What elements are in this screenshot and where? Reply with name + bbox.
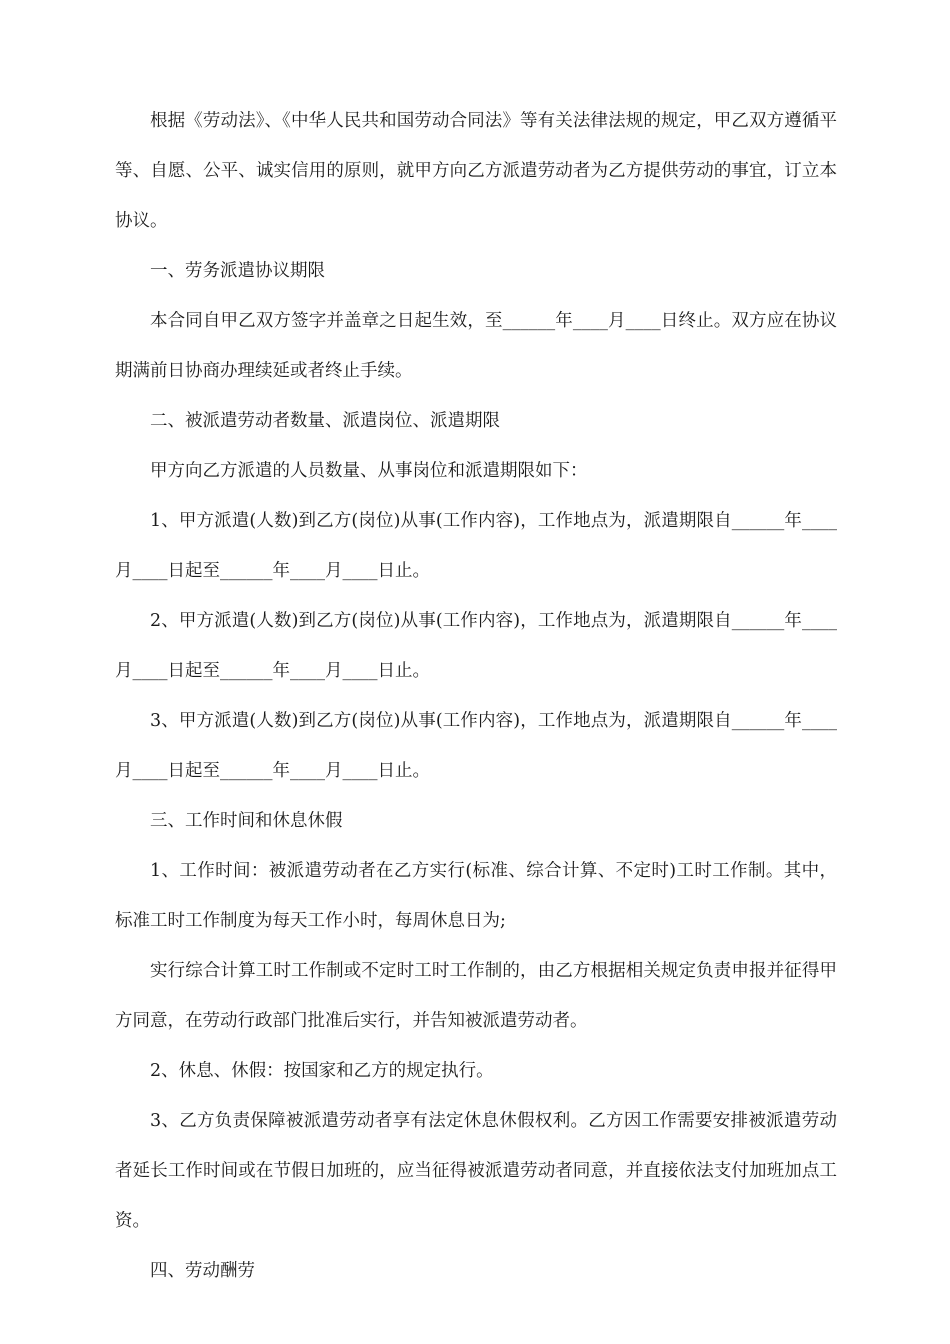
dispatch-intro-paragraph [115, 446, 837, 496]
term-paragraph [115, 296, 837, 396]
heading-text: 三、工作时间和休息休假 [150, 811, 343, 831]
paragraph-text: 3、甲方派遣(人数)到乙方(岗位)从事(工作内容)，工作地点为，派遣期限自______年____月____日起至______年____月____日止。 [115, 711, 837, 781]
paragraph-text: 1、工作时间：被派遣劳动者在乙方实行(标准、综合计算、不定时)工时工作制。其中，标准工时工作制度为每天工作小时，每周休息日为; [115, 861, 837, 931]
paragraph-text: 3、乙方负责保障被派遣劳动者享有法定休息休假权利。乙方因工作需要安排被派遣劳动者延长工作时间或在节假日加班的，应当征得被派遣劳动者同意，并直接依法支付加班加点工资。 [115, 1111, 837, 1231]
paragraph-text: 甲方向乙方派遣的人员数量、从事岗位和派遣期限如下： [150, 461, 588, 481]
rest-paragraph [115, 1046, 837, 1096]
dispatch-item-3 [115, 696, 837, 796]
overtime-paragraph [115, 1096, 837, 1246]
heading-text: 一、劳务派遣协议期限 [150, 261, 325, 281]
document-body [115, 96, 837, 1296]
paragraph-text: 根据《劳动法》、《中华人民共和国劳动合同法》等有关法律法规的规定，甲乙双方遵循平等、自愿、公平、诚实信用的原则，就甲方向乙方派遣劳动者为乙方提供劳动的事宜，订立本协议。 [115, 111, 837, 231]
paragraph-text: 2、甲方派遣(人数)到乙方(岗位)从事(工作内容)，工作地点为，派遣期限自______年____月____日起至______年____月____日止。 [115, 611, 837, 681]
dispatch-item-2 [115, 596, 837, 696]
heading-text: 二、被派遣劳动者数量、派遣岗位、派遣期限 [150, 411, 500, 431]
paragraph-text: 1、甲方派遣(人数)到乙方(岗位)从事(工作内容)，工作地点为，派遣期限自______年____月____日起至______年____月____日止。 [115, 511, 837, 581]
heading-text: 四、劳动酬劳 [150, 1261, 255, 1281]
section-heading-2 [115, 396, 837, 446]
section-heading-1 [115, 246, 837, 296]
section-heading-4 [115, 1246, 837, 1296]
paragraph-text: 实行综合计算工时工作制或不定时工时工作制的，由乙方根据相关规定负责申报并征得甲方同意，在劳动行政部门批准后实行，并告知被派遣劳动者。 [115, 961, 837, 1031]
comprehensive-hours-paragraph [115, 946, 837, 1046]
work-hours-paragraph [115, 846, 837, 946]
paragraph-text: 本合同自甲乙双方签字并盖章之日起生效，至______年____月____日终止。双方应在协议期满前日协商办理续延或者终止手续。 [115, 311, 837, 381]
intro-paragraph [115, 96, 837, 246]
paragraph-text: 2、休息、休假：按国家和乙方的规定执行。 [150, 1061, 494, 1081]
section-heading-3 [115, 796, 837, 846]
dispatch-item-1 [115, 496, 837, 596]
